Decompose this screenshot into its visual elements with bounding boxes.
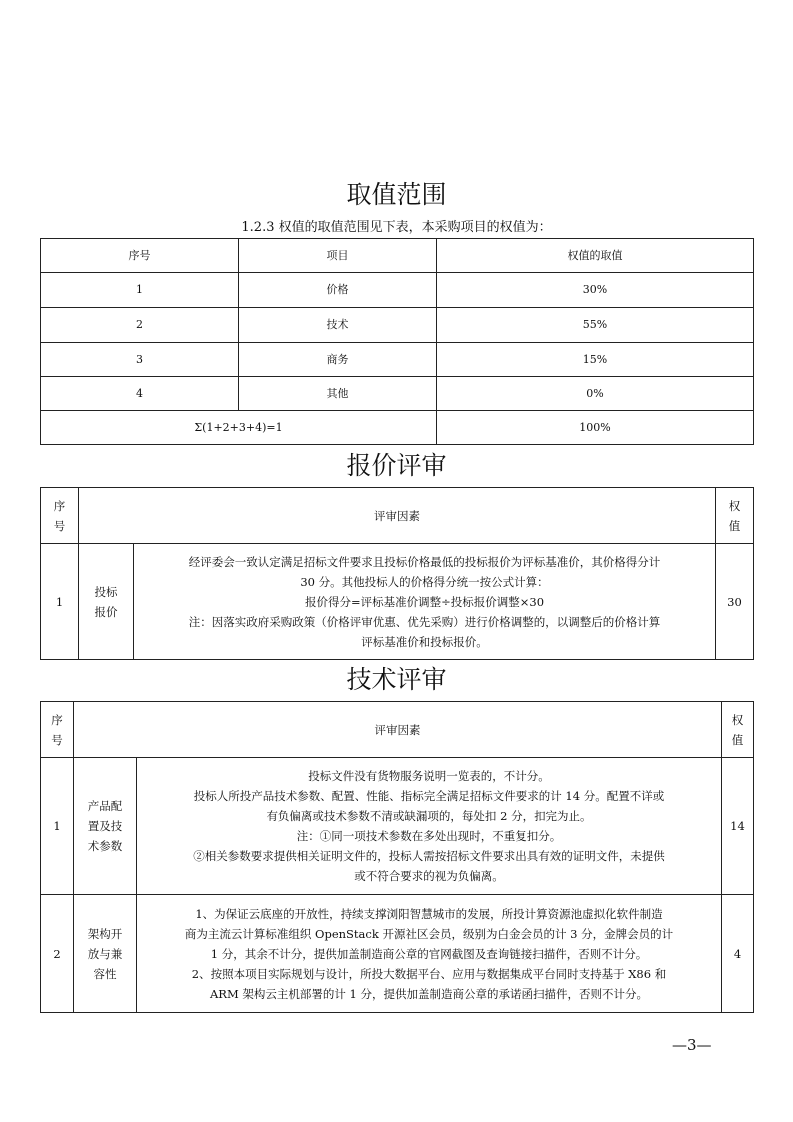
table-row	[41, 273, 754, 308]
weights-table	[40, 238, 754, 445]
row-no: 1	[41, 758, 74, 895]
table-header-row	[41, 239, 754, 273]
row-score: 14	[722, 758, 754, 895]
header-weight-line: 权	[731, 712, 744, 727]
row-score: 4	[722, 895, 754, 1013]
row-criteria	[137, 895, 722, 1013]
table-header-row	[41, 488, 754, 544]
criteria-line: 投标文件没有货物服务说明一览表的，不计分。	[308, 769, 550, 783]
header-no: 序号	[41, 239, 239, 273]
header-weight-line: 值	[728, 518, 741, 533]
row-weight: 55%	[437, 308, 754, 343]
table-row	[41, 895, 754, 1013]
row-no: 1	[41, 544, 79, 660]
row-criteria	[137, 758, 722, 895]
row-name-line: 产品配	[87, 799, 123, 813]
tech-section-title: 技术评审	[346, 665, 447, 694]
criteria-line: 1、为保证云底座的开放性，持续支撑浏阳智慧城市的发展，所投计算资源池虚拟化软件制造	[195, 906, 663, 921]
page-number: —3—	[672, 1036, 712, 1054]
row-weight: 30%	[437, 273, 754, 308]
header-weight	[722, 702, 754, 758]
total-label: Σ(1+2+3+4)=1	[41, 411, 437, 445]
row-name-line: 报价	[94, 604, 118, 619]
header-factor: 评审因素	[79, 488, 716, 544]
header-weight	[716, 488, 754, 544]
header-weight-line: 值	[731, 732, 744, 747]
total-value: 100%	[437, 411, 754, 445]
row-item: 其他	[239, 377, 437, 411]
row-name-line: 架构开	[87, 926, 123, 941]
table-row	[41, 377, 754, 411]
weights-intro-text: 1.2.3 权值的取值范围见下表，本采购项目的权值为：	[241, 220, 552, 235]
row-name	[79, 544, 134, 660]
row-no: 1	[41, 273, 239, 308]
criteria-line: 经评委会一致认定满足招标文件要求且投标价格最低的投标报价为评标基准价，其价格得分计	[188, 554, 661, 569]
header-no-line: 号	[53, 518, 66, 533]
row-no: 4	[41, 377, 239, 411]
header-no-line: 号	[51, 732, 63, 747]
header-no-line: 序	[53, 498, 66, 513]
row-criteria	[134, 544, 716, 660]
header-item: 项目	[239, 239, 437, 273]
header-no-line: 序	[51, 712, 63, 727]
row-name-line: 置及技	[87, 819, 123, 833]
criteria-line: ②相关参数要求提供相关证明文件的，投标人需按招标文件要求出具有效的证明文件，未提供	[193, 849, 665, 863]
row-name-line: 术参数	[87, 839, 123, 853]
row-name-line: 投标	[94, 584, 118, 599]
table-row	[41, 308, 754, 343]
table-row	[41, 343, 754, 377]
criteria-line: 投标人所投产品技术参数、配置、性能、指标完全满足招标文件要求的计 14 分。配置不详或	[193, 789, 665, 803]
criteria-line: 1 分，其余不计分，提供加盖制造商公章的官网截图及查询链接扫描件，否则不计分。	[210, 946, 648, 961]
row-score: 30	[716, 544, 754, 660]
header-weight-line: 权	[728, 498, 741, 513]
row-weight: 0%	[437, 377, 754, 411]
table-row	[41, 758, 754, 895]
price-section-title: 报价评审	[346, 451, 447, 480]
row-weight: 15%	[437, 343, 754, 377]
criteria-line: 30 分。其他投标人的价格得分统一按公式计算：	[300, 574, 549, 589]
row-name-line: 放与兼	[87, 946, 123, 961]
row-item: 商务	[239, 343, 437, 377]
criteria-line: 商为主流云计算标准组织 OpenStack 开源社区会员，级别为白金会员的计 3 分，金牌会员的计	[184, 926, 674, 941]
table-header-row	[41, 702, 754, 758]
criteria-line: 有负偏离或技术参数不清或缺漏项的，每处扣 2 分，扣完为止。	[266, 809, 592, 823]
price-review-table	[40, 487, 754, 660]
criteria-line: 报价得分=评标基准价调整÷投标报价调整×30	[304, 594, 545, 609]
row-no: 2	[41, 308, 239, 343]
tech-review-table	[40, 701, 754, 1013]
header-no	[41, 702, 74, 758]
row-name	[74, 895, 137, 1013]
criteria-line: 注：因落实政府采购政策（价格评审优惠、优先采购）进行价格调整的，以调整后的价格计算	[188, 614, 661, 629]
row-item: 技术	[239, 308, 437, 343]
criteria-line: ARM 架构云主机部署的计 1 分，提供加盖制造商公章的承诺函扫描件，否则不计分。	[209, 986, 649, 1001]
criteria-line: 评标基准价和投标报价。	[361, 634, 488, 649]
criteria-line: 注：①同一项技术参数在多处出现时，不重复扣分。	[296, 829, 562, 843]
row-item: 价格	[239, 273, 437, 308]
row-name-line: 容性	[93, 966, 117, 981]
row-no: 2	[41, 895, 74, 1013]
row-no: 3	[41, 343, 239, 377]
criteria-line: 或不符合要求的视为负偏离。	[354, 869, 504, 883]
header-weight: 权值的取值	[437, 239, 754, 273]
header-no	[41, 488, 79, 544]
weights-section-title: 取值范围	[346, 180, 447, 209]
table-row	[41, 544, 754, 660]
criteria-line: 2、按照本项目实际规划与设计，所投大数据平台、应用与数据集成平台同时支持基于 X86 和	[191, 966, 667, 981]
row-name	[74, 758, 137, 895]
total-row	[41, 411, 754, 445]
header-factor: 评审因素	[74, 702, 722, 758]
